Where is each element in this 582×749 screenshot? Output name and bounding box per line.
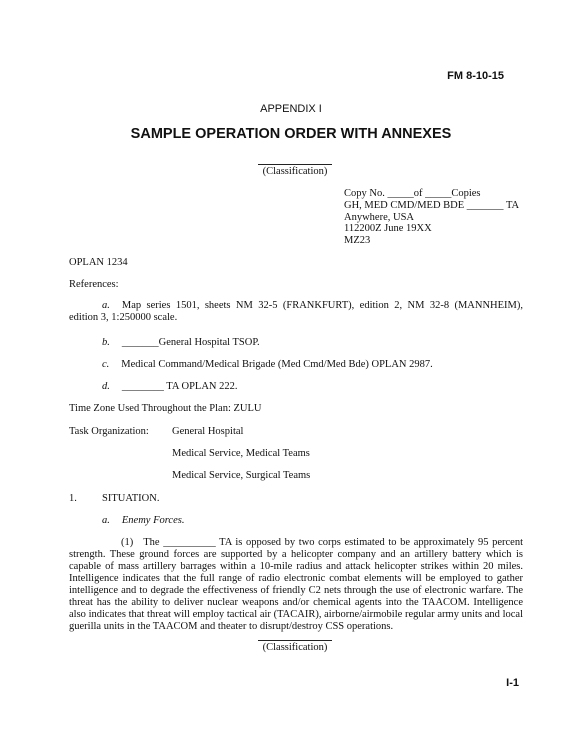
copy-block — [344, 188, 519, 247]
copy-line-unit: GH, MED CMD/MED BDE _______ TA — [344, 199, 520, 211]
references-label: References: — [69, 279, 119, 290]
task-org-item: Medical Service, Surgical Teams — [172, 470, 311, 481]
reference-letter-d: d. — [102, 381, 110, 392]
copy-line-copies: Copy No. _____of _____Copies — [344, 188, 481, 199]
copy-line-location: Anywhere, USA — [344, 211, 414, 223]
task-org-item: Medical Service, Medical Teams — [172, 448, 310, 459]
appendix-label: APPENDIX I — [260, 103, 322, 115]
oplan-number: OPLAN 1234 — [69, 257, 128, 268]
reference-letter-a: a. — [102, 300, 110, 311]
reference-text-b: _______General Hospital TSOP. — [121, 337, 260, 348]
reference-b — [102, 337, 260, 348]
reference-text-c: Medical Command/Medical Brigade (Med Cmd/Med Bde) OPLAN 2987. — [121, 359, 433, 370]
reference-letter-c: c. — [102, 359, 110, 370]
situation-number: 1. — [69, 493, 77, 504]
situation-paragraph — [69, 537, 523, 633]
classification-rule-bottom — [258, 640, 332, 641]
task-org-item: General Hospital — [172, 426, 244, 437]
enemy-forces-heading: Enemy Forces. — [121, 515, 185, 526]
reference-text-a: Map series 1501, sheets NM 32-5 (FRANKFURT), edition 2, NM 32-8 (MANNHEIM), edition 3, 1:250000 scale. — [69, 300, 523, 323]
classification-top: (Classification) — [262, 166, 328, 177]
time-zone: Time Zone Used Throughout the Plan: ZULU — [69, 403, 262, 414]
enemy-forces-letter: a. — [102, 515, 110, 526]
enemy-forces — [102, 515, 184, 526]
copy-line-dtg: 112200Z June 19XX — [344, 223, 432, 235]
paragraph-text: The __________ TA is opposed by two corps estimated to be approximately 95 percent strength. These ground forces are supported by a helicopter company and an artillery battery which is capable of mass artillery barrages within a 10-mile radius and attack helicopter strikes within 20 miles. Intelligence indicates that the full range of radio electronic combat elements will be employed to gather intelligence and to degrade the effectiveness of friendly C2 nets through the use of electronic warfare. The threat has the ability to deliver nuclear weapons and/or chemical agents into the TAACOM. Intelligence also indicates that threat will employ tactical air (TACAIR), airborne/airmobile regular army units and local guerilla units in the TAACOM and theater to disrupt/destroy CSS operations. — [69, 537, 523, 632]
reference-a — [69, 300, 523, 324]
reference-text-d: ________ TA OPLAN 222. — [121, 381, 238, 392]
reference-d — [102, 381, 238, 392]
reference-c — [102, 359, 433, 370]
page-number: I-1 — [506, 677, 519, 689]
classification-rule-top — [258, 164, 332, 165]
page-title: SAMPLE OPERATION ORDER WITH ANNEXES — [130, 126, 452, 142]
task-org-label: Task Organization: — [69, 426, 149, 437]
document-id: FM 8-10-15 — [447, 70, 504, 82]
situation-heading: SITUATION. — [102, 493, 160, 504]
classification-bottom: (Classification) — [262, 642, 328, 653]
copy-line-msg: MZ23 — [344, 235, 371, 247]
reference-letter-b: b. — [102, 337, 110, 348]
paragraph-number: (1) — [121, 537, 134, 548]
